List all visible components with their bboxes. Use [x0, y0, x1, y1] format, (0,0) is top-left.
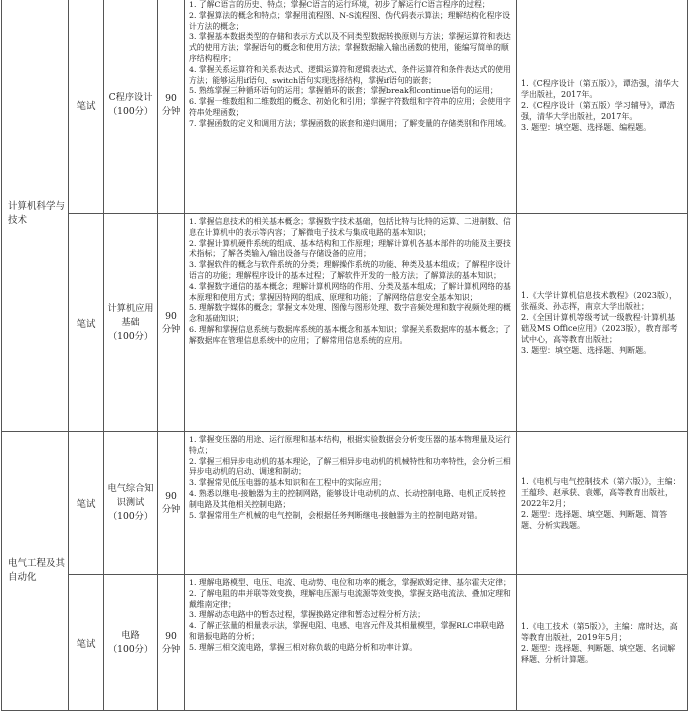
subject-cell [104, 0, 158, 214]
content-item: 3. 掌握常见低压电器的基本知识和在工程中的实际应用； [189, 478, 387, 488]
reference-item: 1.《电工技术（第5版）》，主编：席时达，高等教育出版社，2019年5月； [521, 621, 678, 642]
duration-cell [158, 0, 185, 214]
duration-value: 90 [165, 310, 177, 322]
subject-cell [104, 432, 158, 575]
content-cell [185, 214, 517, 432]
content-item: 5. 熟练掌握三种循环语句的运用；掌握循环的嵌套；掌握break和continue语句的运用； [189, 86, 498, 96]
major-name: 计算机科学与技术 [8, 201, 66, 226]
duration-value: 90 [165, 630, 177, 642]
reference-item: 1.《C程序设计（第五版）》，谭浩强，清华大学出版社，2017年。 [521, 78, 679, 99]
duration-value: 90 [165, 491, 177, 502]
subject-name: 计算机应用基础 [107, 302, 154, 328]
content-item: 5. 理解三相交流电路，掌握三相对称负载的电路分析和功率计算。 [189, 642, 418, 652]
reference-item: 2.《全国计算机等级考试一级教程·计算机基础及MS Office应用》（2023版），教育部考试中心，高等教育出版社； [521, 312, 678, 344]
exam-mode-cell [69, 0, 104, 214]
duration-cell [158, 214, 185, 432]
reference-item: 3. 题型：填空题、选择题、判断题。 [521, 345, 652, 355]
subject-name: 电气综合知识测试 [107, 483, 154, 508]
content-item: 1. 了解C语言的历史、特点；掌握C语言的运行环境，初步了解运行C语言程序的过程； [189, 0, 490, 9]
major-cell-ee [2, 432, 69, 711]
exam-mode: 笔试 [76, 499, 96, 510]
exam-syllabus-table [1, 0, 688, 711]
table-row [2, 0, 688, 214]
duration-cell [158, 432, 185, 575]
duration-unit: 分钟 [161, 643, 181, 655]
reference-item: 1.《电机与电气控制技术（第六版）》，主编：王蕴珍、赵承获、袁娜，高等教育出版社，2022年2月； [521, 476, 681, 508]
subject-name: 电路 [121, 629, 140, 641]
reference-cell [517, 575, 688, 711]
content-item: 5. 理解数字媒体的概念；掌握文本处理、图像与图形处理、数字音频处理和数字视频处理的概念和基础知识； [189, 303, 511, 324]
duration-value: 90 [165, 93, 177, 104]
content-item: 5. 掌握常用生产机械的电气控制，会根据任务判断继电-接触器为主的控制电路对错。 [189, 510, 483, 520]
table-row [2, 575, 688, 711]
reference-cell [517, 214, 688, 432]
content-item: 2. 掌握三相异步电动机的基本理论，了解三相异步电动机的机械特性和功率特性，会分析三相异步电动机的启动、调速和制动； [189, 456, 511, 477]
subject-score: （100分） [107, 511, 154, 522]
reference-item: 2. 题型：选择题、判断题、填空题、名词解释题、分析计算题。 [521, 643, 676, 664]
subject-score: （100分） [107, 330, 154, 342]
subject-cell [104, 575, 158, 711]
content-cell [185, 0, 517, 214]
content-item: 7. 掌握函数的定义和调用方法；掌握函数的嵌套和递归调用；了解变量的存储类别和作用域。 [189, 118, 511, 128]
content-item: 3. 理解动态电路中的暂态过程，掌握换路定律和暂态过程分析方法； [189, 610, 426, 620]
content-item: 1. 理解电路模型、电压、电流、电动势、电位和功率的概念，掌握欧姆定律、基尔霍夫定律； [189, 578, 511, 587]
content-item: 4. 了解正弦量的相量表示法，掌握电阻、电感、电容元件及其相量模型，掌握RLC串联电路和谐振电路的分析； [189, 621, 505, 641]
table-row [2, 432, 688, 575]
subject-cell [104, 214, 158, 432]
subject-score: （100分） [107, 106, 154, 117]
exam-mode-cell [69, 432, 104, 575]
reference-cell [517, 0, 688, 214]
exam-mode: 笔试 [76, 101, 96, 112]
exam-mode-cell [69, 214, 104, 432]
duration-unit: 分钟 [161, 106, 181, 117]
duration-cell [158, 575, 185, 711]
duration-unit: 分钟 [161, 323, 181, 335]
exam-mode-cell [69, 575, 104, 711]
table-row [2, 214, 688, 432]
content-cell [185, 575, 517, 711]
exam-mode: 笔试 [76, 318, 96, 330]
reference-item: 2. 题型：选择题、填空题、判断题、简答题、分析实践题。 [521, 509, 668, 530]
subject-score: （100分） [107, 643, 154, 655]
content-item: 2. 掌握算法的概念和特点；掌握用流程图、N-S流程图、伪代码表示算法；理解结构化程序设计方法的概念； [189, 10, 510, 31]
content-item: 4. 掌握关系运算符和关系表达式、逻辑运算符和逻辑表达式、条件运算符和条件表达式的使用方法；能够运用if语句、switch语句实现选择结构，掌握if语句的嵌套； [189, 64, 511, 85]
content-item: 1. 掌握信息技术的相关基本概念；掌握数字技术基础，包括比特与比特的运算、二进制数、信息在计算机中的表示等内容；了解微电子技术与集成电路的基本知识； [189, 217, 511, 237]
content-item: 4. 熟悉以继电-接触器为主的控制网路，能够设计电动机的点、长动控制电路、电机正反转控制电路及其他相关控制电路； [189, 488, 506, 509]
major-name: 电气工程及其自动化 [8, 558, 66, 583]
content-cell [185, 432, 517, 575]
reference-item: 1.《大学计算机信息技术教程》（2023版），张福炎、孙志挥，南京大学出版社； [521, 290, 677, 311]
content-item: 3. 掌握基本数据类型的存储和表示方式以及不同类型数据转换原则与方法；掌握运算符和表达式的使用方法；掌握语句的概念和使用方法；掌握数据输入输出函数的使用，能编写简单的顺序结构程序； [189, 32, 511, 63]
major-cell-cs [2, 0, 69, 432]
reference-item: 2.《C程序设计（第五版）学习辅导》，谭浩强，清华大学出版社，2017年。 [521, 100, 675, 121]
content-item: 2. 了解电阻的串并联等效变换，理解电压源与电流源等效变换，掌握支路电流法、叠加定理和戴维南定律； [189, 588, 511, 609]
exam-mode: 笔试 [76, 638, 96, 650]
content-item: 6. 理解和掌握信息系统与数据库系统的基本概念和基本知识；掌握关系数据库的基本概念；了解数据库在管理信息系统中的应用；了解常用信息系统的应用。 [189, 324, 511, 345]
content-item: 3. 掌握软件的概念与软件系统的分类；理解操作系统的功能、种类及基本组成；了解程序设计语言的功能；理解程序设计的基本过程；了解软件开发的一般方法；了解算法的基本知识； [189, 260, 511, 280]
content-item: 6. 掌握一维数组和二维数组的概念、初始化和引用；掌握字符数组和字符串的应用；会使用字符串处理函数； [189, 97, 511, 117]
content-item: 4. 掌握数字通信的基本概念；理解计算机网络的作用、分类及基本组成；了解计算机网络的基本原理和使用方式；掌握因特网的组成、原理和功能；了解网络信息安全基本知识； [189, 281, 511, 302]
reference-cell [517, 432, 688, 575]
content-item: 2. 掌握计算机硬件系统的组成、基本结构和工作原理；理解计算机各基本部件的功能及主要技术指标；了解各类输入/输出设备与存储设备的应用； [189, 238, 511, 259]
reference-item: 3. 题型：填空题、选择题、编程题。 [521, 122, 652, 132]
subject-name: C程序设计 [108, 92, 153, 103]
duration-unit: 分钟 [161, 504, 181, 515]
content-item: 1. 掌握变压器的用途、运行原理和基本结构，根据实验数据会分析变压器的基本物理量及运行特点； [189, 435, 511, 455]
